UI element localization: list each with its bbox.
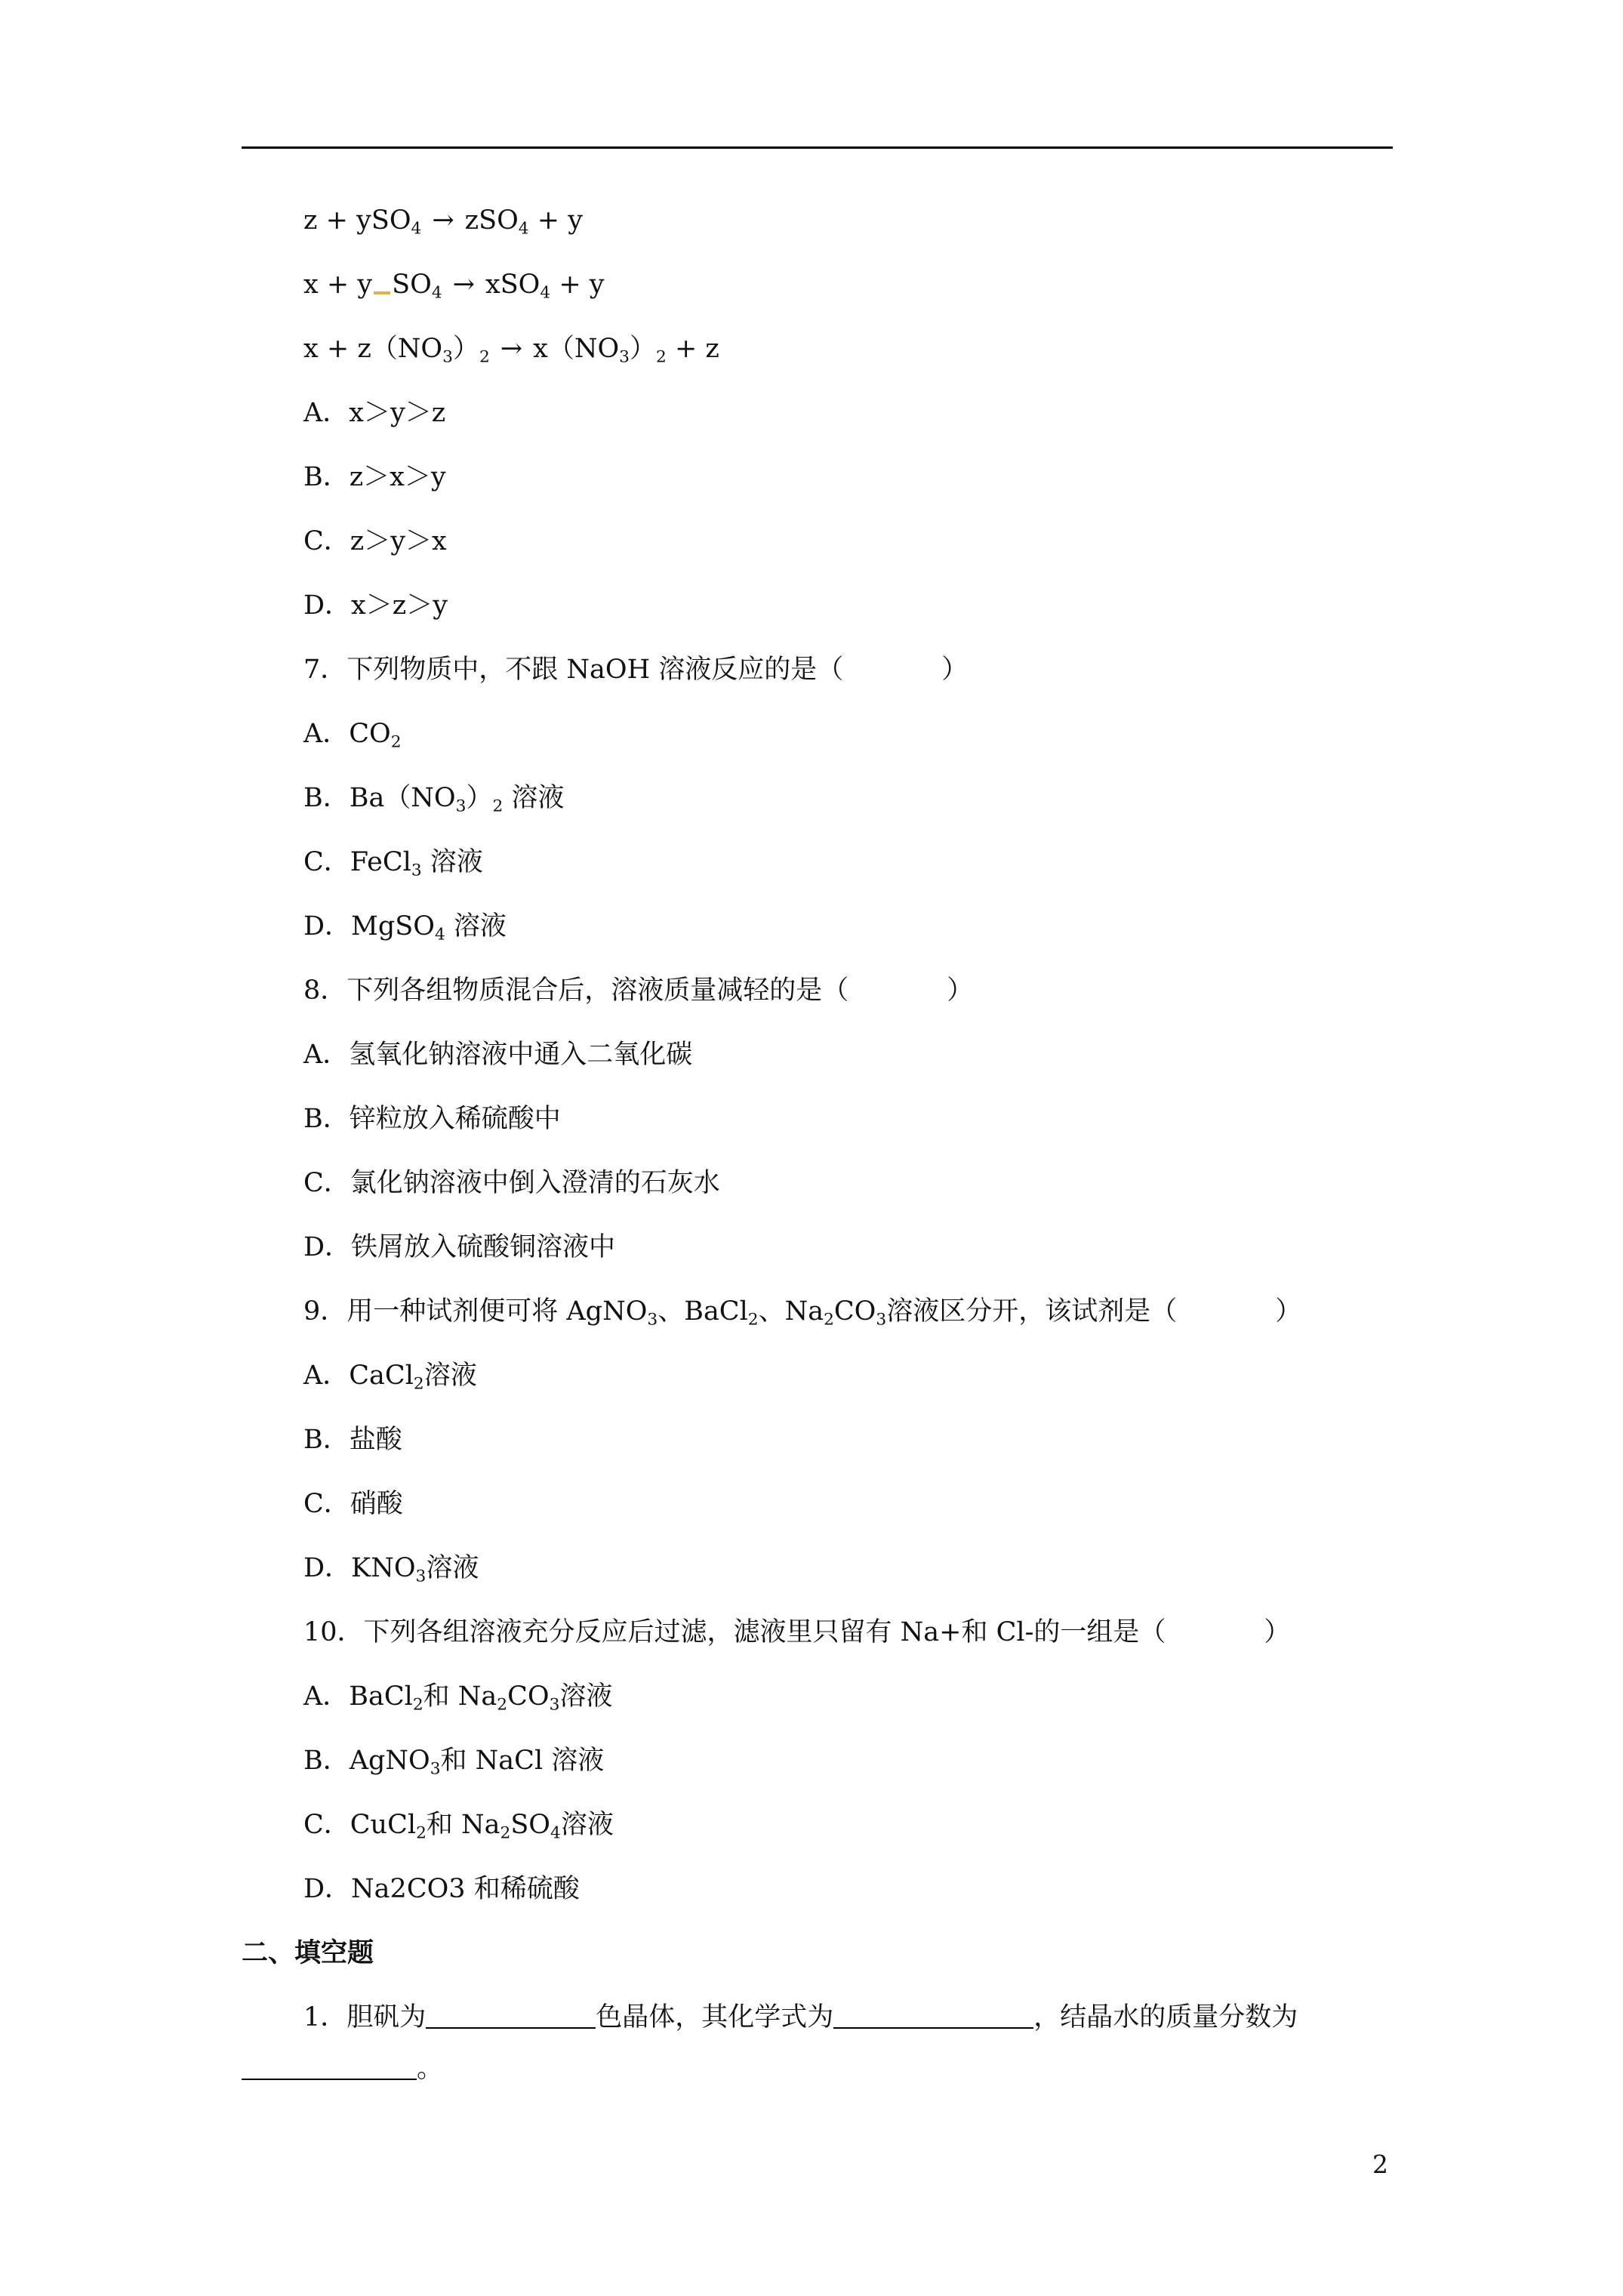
- q8-option-a: A．氢氧化钠溶液中通入二氧化碳: [303, 1040, 693, 1070]
- fill-question-1-cont: 。: [242, 2052, 443, 2085]
- q10-stem: 10．下列各组溶液充分反应后过滤，滤液里只留有 Na+和 Cl-的一组是（ ）: [303, 1617, 1291, 1647]
- q6-option-b: B．z＞x＞y: [303, 462, 446, 492]
- q9-option-b: B．盐酸: [303, 1425, 402, 1455]
- reaction-arrow: →: [500, 334, 523, 364]
- equation-3: $x + z(NO_3)_2 \to x(NO_3)_2 + z$: [303, 334, 719, 367]
- q6-option-a: A．x＞y＞z: [303, 398, 446, 428]
- answer-blank[interactable]: [833, 2003, 1033, 2029]
- q8-option-b: B．锌粒放入稀硫酸中: [303, 1104, 561, 1134]
- q7-option-c: C．FeCl$_3$ 溶液: [303, 847, 483, 880]
- q10-option-c: C．CuCl$_2$和 $Na_2SO_4$溶液: [303, 1810, 614, 1843]
- fill-question-1: 1．胆矾为 色晶体，其化学式为 ，结晶水的质量分数为: [303, 2002, 1298, 2032]
- q9-option-a: A．CaCl$_2$溶液: [303, 1361, 477, 1394]
- q10-option-a: A．BaCl$_2$和 $Na_2CO_3$溶液: [303, 1681, 613, 1715]
- q8-option-c: C．氯化钠溶液中倒入澄清的石灰水: [303, 1168, 720, 1198]
- equation-1: z + ySO$_4$ → zSO$_4$ + y: [303, 205, 583, 239]
- reaction-arrow: →: [452, 270, 475, 300]
- q9-option-d: D．$KNO_3$溶液: [303, 1553, 479, 1586]
- q7-option-b: B．$Ba(NO_3)_2$ 溶液: [303, 783, 565, 816]
- q6-option-c: C．z＞y＞x: [303, 526, 447, 556]
- answer-blank[interactable]: [242, 2054, 417, 2080]
- equation-2: x + y $SO_4 \to xSO_4 + y$: [303, 270, 605, 303]
- q7-option-a: A．$CO_2$: [303, 719, 402, 752]
- q6-option-d: D．x＞z＞y: [303, 590, 448, 621]
- q8-stem: 8．下列各组物质混合后，溶液质量减轻的是（ ）: [303, 975, 974, 1006]
- q7-stem: 7．下列物质中，不跟 NaOH 溶液反应的是（ ）: [303, 655, 969, 685]
- q10-option-b: B．AgNO$_3$和 NaCl 溶液: [303, 1746, 605, 1779]
- q8-option-d: D．铁屑放入硫酸铜溶液中: [303, 1232, 616, 1262]
- q7-option-d: D．MgSO$_4$ 溶液: [303, 911, 507, 945]
- answer-blank[interactable]: [426, 2003, 596, 2029]
- header-rule: [242, 146, 1393, 149]
- q9-stem: 9．用一种试剂便可将 AgNO$_3$、BaCl$_2$、$Na_2CO_3$溶液区分开，该试剂是（ ）: [303, 1296, 1302, 1330]
- annotation-mark: [374, 291, 390, 294]
- q10-option-d: D．Na2CO3 和稀硫酸: [303, 1874, 580, 1904]
- section-title: 二、填空题: [242, 1937, 374, 1968]
- reaction-arrow: →: [432, 205, 454, 236]
- q9-option-c: C．硝酸: [303, 1489, 403, 1519]
- page-number: 2: [1372, 2150, 1388, 2179]
